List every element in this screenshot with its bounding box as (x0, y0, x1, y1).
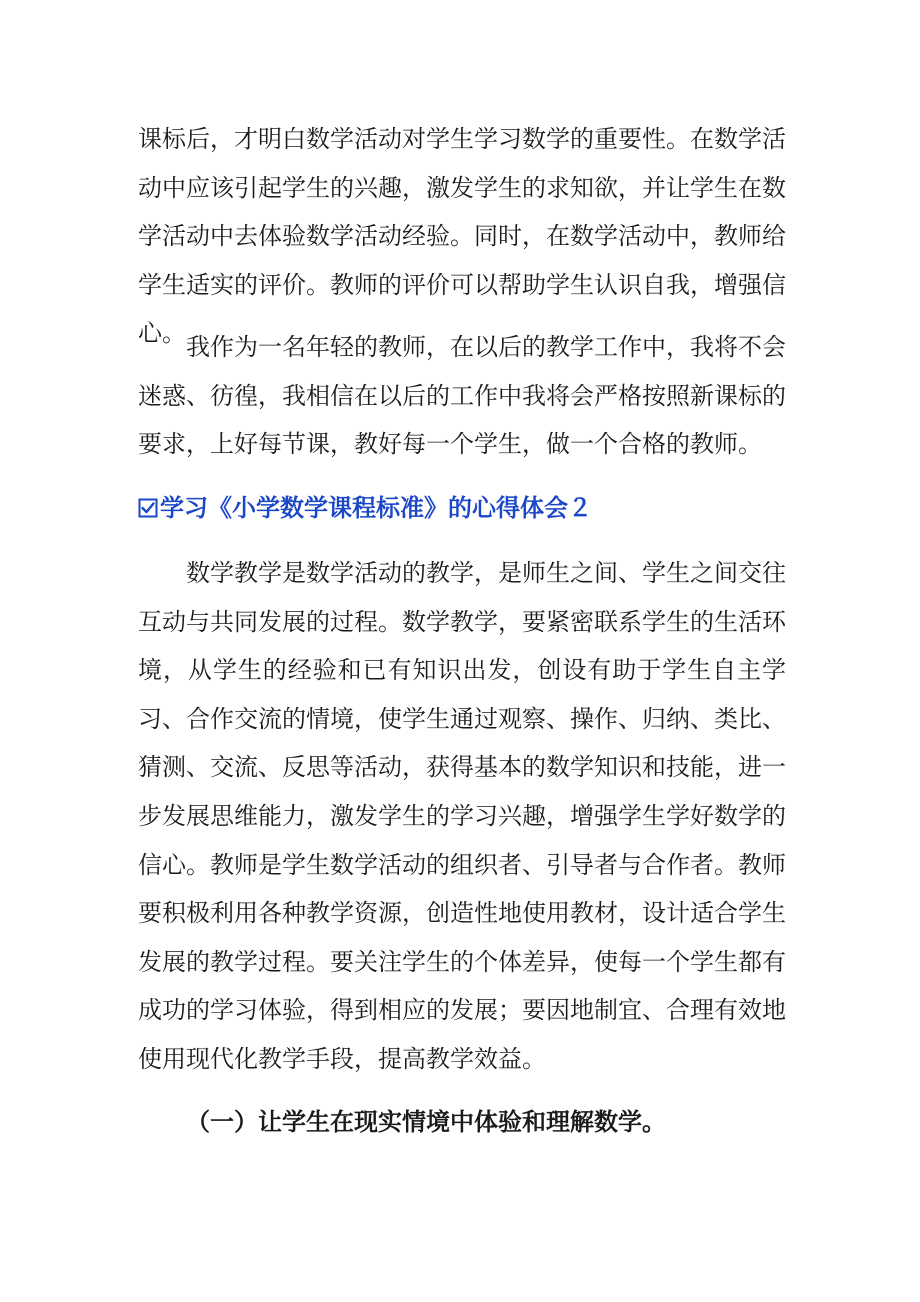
checkbox-checked-icon (138, 488, 158, 508)
section-heading (138, 486, 818, 530)
paragraph-2: 我作为一名年轻的教师，在以后的教学工作中，我将不会迷惑、彷徨，我相信在以后的工作中我将会严格按照新课标的要求，上好每节课，教好每一个学生，做一个合格的教师。 (138, 333, 786, 459)
paragraph-3: 数学教学是数学活动的教学，是师生之间、学生之间交往互动与共同发展的过程。数学教学，要紧密联系学生的生活环境，从学生的经验和已有知识出发，创设有助于学生自主学习、合作交流的情境，使学生通过观察、操作、归纳、类比、猜测、交流、反思等活动，获得基本的数学知识和技能，进一步发展思维能力，激发学生的学习兴趣，增强学生学好数学的信心。教师是学生数学活动的组织者、引导者与合作者。教师要积极利用各种教学资源，创造性地使用教材，设计适合学生发展的教学过程。要关注学生的个体差异，使每一个学生都有成功的学习体验，得到相应的发展；要因地制宜、合理有效地使用现代化教学手段，提高教学效益。 (138, 559, 786, 1073)
section-heading-text: 学习《小学数学课程标准》的心得体会２ (160, 493, 592, 522)
paragraph-1: 课标后，才明白数学活动对学生学习数学的重要性。在数学活动中应该引起学生的兴趣，激发学生的求知欲，并让学生在数学活动中去体验数学活动经验。同时，在数学活动中，教师给学生适实的评价。教师的评价可以帮助学生认识自我，增强信心。 (138, 125, 786, 348)
subheading: （一）让学生在现实情境中体验和理解数学。 (186, 1107, 666, 1136)
